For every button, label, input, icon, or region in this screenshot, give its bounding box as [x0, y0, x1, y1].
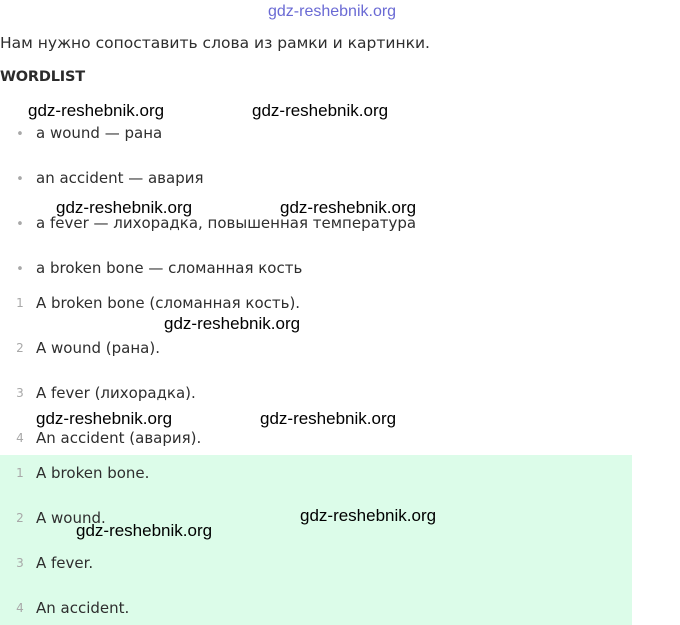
- translation-item: A broken bone (сломанная кость).: [36, 294, 301, 312]
- answer-item: A fever.: [36, 554, 94, 572]
- watermark: gdz-reshebnik.org: [300, 506, 437, 525]
- item-number: 4: [16, 601, 24, 615]
- wordlist-item: a broken bone — сломанная кость: [36, 259, 303, 277]
- item-number: 2: [16, 341, 24, 355]
- watermark: gdz-reshebnik.org: [28, 101, 165, 120]
- item-number: 2: [16, 511, 24, 525]
- bullet-icon: •: [16, 127, 24, 142]
- wordlist-item: an accident — авария: [36, 169, 204, 187]
- watermark-top: gdz-reshebnik.org: [268, 3, 397, 20]
- item-number: 1: [16, 466, 24, 480]
- bullet-icon: •: [16, 217, 24, 232]
- translation-item: An accident (авария).: [36, 429, 202, 447]
- watermark: gdz-reshebnik.org: [164, 314, 301, 333]
- bullet-icon: •: [16, 262, 24, 277]
- wordlist-title: WORDLIST: [0, 69, 85, 85]
- answer-item: A broken bone.: [36, 464, 150, 482]
- watermark: gdz-reshebnik.org: [280, 198, 417, 217]
- translation-item: A wound (рана).: [36, 339, 160, 357]
- item-number: 3: [16, 556, 24, 570]
- watermark: gdz-reshebnik.org: [36, 409, 173, 428]
- watermark: gdz-reshebnik.org: [252, 101, 389, 120]
- watermark: gdz-reshebnik.org: [56, 198, 193, 217]
- answer-item: An accident.: [36, 599, 130, 617]
- item-number: 1: [16, 296, 24, 310]
- intro-text: Нам нужно сопоставить слова из рамки и картинки.: [0, 34, 430, 52]
- watermark: gdz-reshebnik.org: [76, 521, 213, 540]
- translation-item: A fever (лихорадка).: [36, 384, 196, 402]
- watermark: gdz-reshebnik.org: [260, 409, 397, 428]
- wordlist-item: a fever — лихорадка, повышенная температура: [36, 214, 417, 232]
- bullet-icon: •: [16, 172, 24, 187]
- answer-item: A wound.: [36, 509, 106, 527]
- item-number: 3: [16, 386, 24, 400]
- item-number: 4: [16, 431, 24, 445]
- wordlist-item: a wound — рана: [36, 124, 163, 142]
